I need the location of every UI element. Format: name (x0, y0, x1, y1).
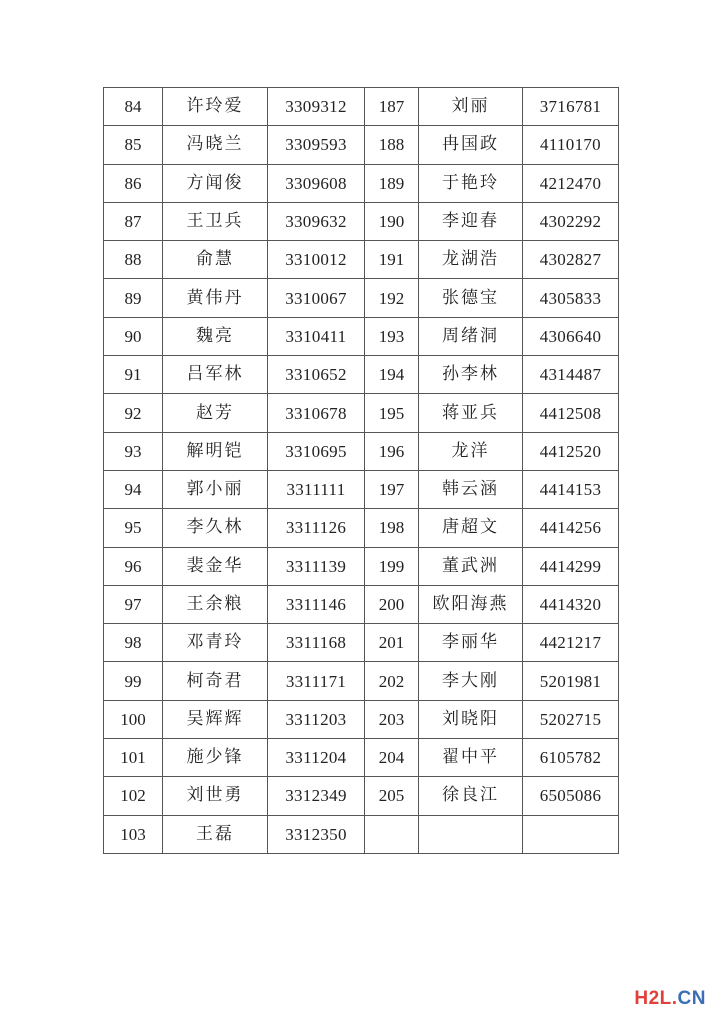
table-row (104, 815, 619, 853)
name-cell: 方闻俊 (163, 164, 268, 202)
serial-number-cell: 198 (365, 509, 419, 547)
id-number-cell: 3716781 (523, 88, 619, 126)
name-cell: 龙洋 (419, 432, 523, 470)
id-number-cell: 3311171 (268, 662, 365, 700)
name-cell: 蒋亚兵 (419, 394, 523, 432)
name-cell: 裴金华 (163, 547, 268, 585)
serial-number-cell: 84 (104, 88, 163, 126)
id-number-cell: 3310678 (268, 394, 365, 432)
id-number-cell: 4302827 (523, 241, 619, 279)
table-row (104, 126, 619, 164)
id-number-cell: 4305833 (523, 279, 619, 317)
name-cell: 冉国政 (419, 126, 523, 164)
watermark-text-h2l: H2L (634, 988, 672, 1009)
table-row (104, 432, 619, 470)
table-row (104, 777, 619, 815)
id-number-cell: 3311139 (268, 547, 365, 585)
name-cell: 刘丽 (419, 88, 523, 126)
name-cell: 翟中平 (419, 739, 523, 777)
serial-number-cell (365, 815, 419, 853)
id-number-cell: 6505086 (523, 777, 619, 815)
serial-number-cell: 92 (104, 394, 163, 432)
name-cell: 徐良江 (419, 777, 523, 815)
watermark-text-cn: CN (677, 988, 706, 1009)
table-row (104, 202, 619, 240)
site-watermark (634, 988, 706, 1010)
serial-number-cell: 89 (104, 279, 163, 317)
name-cell: 解明铠 (163, 432, 268, 470)
id-number-cell: 3311203 (268, 700, 365, 738)
id-number-cell: 5201981 (523, 662, 619, 700)
id-number-cell: 3310411 (268, 317, 365, 355)
table-row (104, 547, 619, 585)
serial-number-cell: 192 (365, 279, 419, 317)
id-number-cell: 4412520 (523, 432, 619, 470)
id-number-cell (523, 815, 619, 853)
serial-number-cell: 196 (365, 432, 419, 470)
name-cell: 吕军林 (163, 356, 268, 394)
id-number-cell: 4414320 (523, 585, 619, 623)
table-row (104, 356, 619, 394)
table-row (104, 585, 619, 623)
serial-number-cell: 98 (104, 624, 163, 662)
id-number-cell: 5202715 (523, 700, 619, 738)
serial-number-cell: 93 (104, 432, 163, 470)
serial-number-cell: 190 (365, 202, 419, 240)
table-row (104, 164, 619, 202)
serial-number-cell: 203 (365, 700, 419, 738)
id-number-cell: 4414153 (523, 470, 619, 508)
serial-number-cell: 94 (104, 470, 163, 508)
name-cell (419, 815, 523, 853)
id-number-cell: 3312349 (268, 777, 365, 815)
name-cell: 刘晓阳 (419, 700, 523, 738)
name-cell: 李丽华 (419, 624, 523, 662)
serial-number-cell: 204 (365, 739, 419, 777)
serial-number-cell: 103 (104, 815, 163, 853)
name-cell: 李大刚 (419, 662, 523, 700)
id-number-cell: 4414256 (523, 509, 619, 547)
serial-number-cell: 90 (104, 317, 163, 355)
id-number-cell: 3311126 (268, 509, 365, 547)
name-cell: 张德宝 (419, 279, 523, 317)
serial-number-cell: 195 (365, 394, 419, 432)
name-cell: 邓青玲 (163, 624, 268, 662)
table-row (104, 241, 619, 279)
serial-number-cell: 97 (104, 585, 163, 623)
name-cell: 郭小丽 (163, 470, 268, 508)
id-number-cell: 4414299 (523, 547, 619, 585)
name-cell: 王余粮 (163, 585, 268, 623)
name-cell: 俞慧 (163, 241, 268, 279)
serial-number-cell: 191 (365, 241, 419, 279)
id-number-cell: 4421217 (523, 624, 619, 662)
name-cell: 许玲爱 (163, 88, 268, 126)
serial-number-cell: 205 (365, 777, 419, 815)
name-cell: 欧阳海燕 (419, 585, 523, 623)
serial-number-cell: 101 (104, 739, 163, 777)
serial-number-cell: 201 (365, 624, 419, 662)
serial-number-cell: 99 (104, 662, 163, 700)
table-row (104, 470, 619, 508)
name-cell: 赵芳 (163, 394, 268, 432)
id-number-cell: 3310652 (268, 356, 365, 394)
id-number-cell: 3312350 (268, 815, 365, 853)
id-number-cell: 6105782 (523, 739, 619, 777)
serial-number-cell: 188 (365, 126, 419, 164)
id-number-cell: 3309593 (268, 126, 365, 164)
serial-number-cell: 197 (365, 470, 419, 508)
serial-number-cell: 189 (365, 164, 419, 202)
table-row (104, 624, 619, 662)
serial-number-cell: 85 (104, 126, 163, 164)
id-number-cell: 3310695 (268, 432, 365, 470)
serial-number-cell: 95 (104, 509, 163, 547)
table-row (104, 88, 619, 126)
table-row (104, 394, 619, 432)
name-cell: 王磊 (163, 815, 268, 853)
serial-number-cell: 194 (365, 356, 419, 394)
name-cell: 李迎春 (419, 202, 523, 240)
serial-number-cell: 200 (365, 585, 419, 623)
id-number-cell: 3310012 (268, 241, 365, 279)
name-cell: 于艳玲 (419, 164, 523, 202)
name-cell: 董武洲 (419, 547, 523, 585)
name-cell: 施少锋 (163, 739, 268, 777)
serial-number-cell: 193 (365, 317, 419, 355)
name-cell: 唐超文 (419, 509, 523, 547)
id-number-cell: 3311146 (268, 585, 365, 623)
serial-number-cell: 199 (365, 547, 419, 585)
name-cell: 王卫兵 (163, 202, 268, 240)
id-number-cell: 3309312 (268, 88, 365, 126)
id-number-cell: 4110170 (523, 126, 619, 164)
table-row (104, 739, 619, 777)
table-row (104, 279, 619, 317)
watermark-text-dot: . (671, 988, 678, 1009)
name-cell: 孙李林 (419, 356, 523, 394)
serial-number-cell: 86 (104, 164, 163, 202)
id-number-cell: 3311111 (268, 470, 365, 508)
id-number-cell: 4314487 (523, 356, 619, 394)
id-number-cell: 4302292 (523, 202, 619, 240)
name-cell: 龙湖浩 (419, 241, 523, 279)
id-number-cell: 3311204 (268, 739, 365, 777)
roster-table (103, 87, 619, 854)
table-row (104, 662, 619, 700)
id-number-cell: 4212470 (523, 164, 619, 202)
name-cell: 韩云涵 (419, 470, 523, 508)
id-number-cell: 3311168 (268, 624, 365, 662)
id-number-cell: 4306640 (523, 317, 619, 355)
serial-number-cell: 100 (104, 700, 163, 738)
serial-number-cell: 187 (365, 88, 419, 126)
id-number-cell: 3309608 (268, 164, 365, 202)
id-number-cell: 3309632 (268, 202, 365, 240)
serial-number-cell: 87 (104, 202, 163, 240)
name-cell: 周绪洞 (419, 317, 523, 355)
table-row (104, 509, 619, 547)
roster-table-body (104, 88, 619, 854)
table-row (104, 700, 619, 738)
name-cell: 冯晓兰 (163, 126, 268, 164)
name-cell: 刘世勇 (163, 777, 268, 815)
id-number-cell: 3310067 (268, 279, 365, 317)
table-row (104, 317, 619, 355)
serial-number-cell: 88 (104, 241, 163, 279)
name-cell: 魏亮 (163, 317, 268, 355)
id-number-cell: 4412508 (523, 394, 619, 432)
name-cell: 李久林 (163, 509, 268, 547)
name-cell: 黄伟丹 (163, 279, 268, 317)
serial-number-cell: 96 (104, 547, 163, 585)
serial-number-cell: 202 (365, 662, 419, 700)
name-cell: 吴辉辉 (163, 700, 268, 738)
name-cell: 柯奇君 (163, 662, 268, 700)
serial-number-cell: 91 (104, 356, 163, 394)
serial-number-cell: 102 (104, 777, 163, 815)
